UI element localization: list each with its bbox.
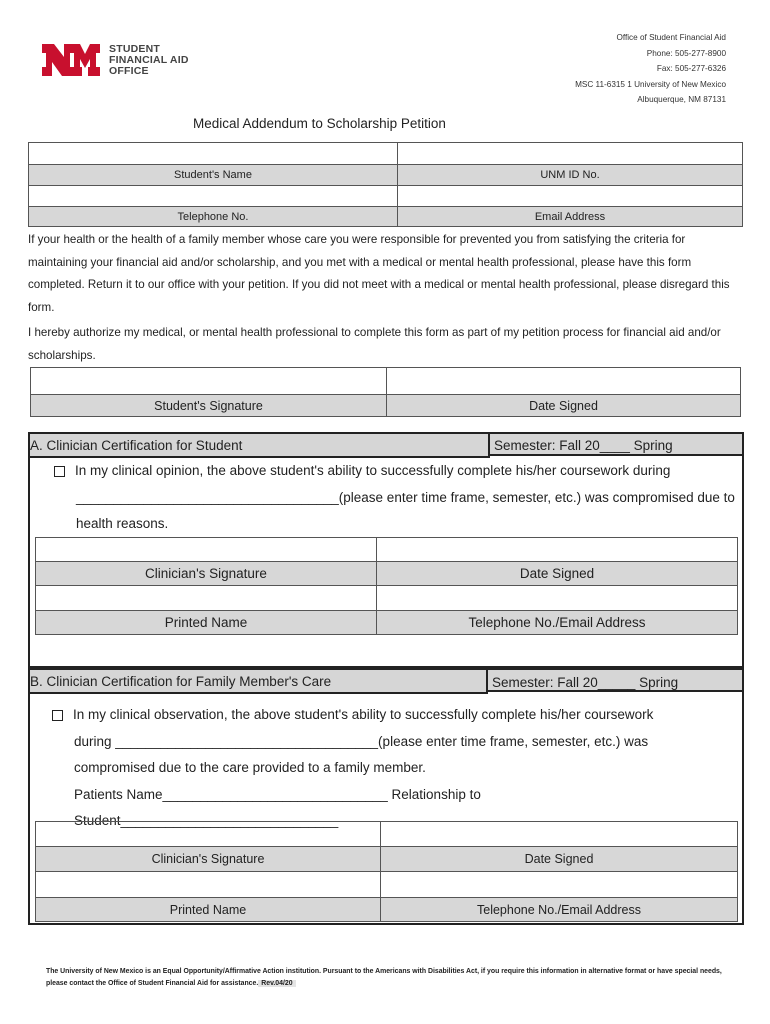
section-a-line2: ___________________________________(please enter time frame, semester, etc.) was compromised due to	[76, 489, 735, 505]
section-b-semester: Semester: Fall 20_____ Spring	[488, 670, 742, 692]
section-b-printed-label: Printed Name	[36, 898, 381, 922]
section-a-heading: A. Clinician Certification for Student	[30, 434, 490, 458]
section-b-contact-field[interactable]	[381, 872, 738, 898]
section-b-signature-table	[35, 821, 738, 922]
section-a-signature-label: Clinician's Signature	[36, 562, 377, 586]
footer-disclaimer	[46, 966, 736, 990]
authorization-paragraph: I hereby authorize my medical, or mental health professional to complete this form as part of my petition process for financial aid and/or scholarships.	[28, 326, 721, 362]
student-name-label: Student's Name	[29, 165, 398, 186]
unm-logo	[40, 40, 210, 82]
section-a-line1: In my clinical opinion, the above student's ability to successfully complete his/her coursework during	[75, 463, 671, 478]
student-signature-field[interactable]	[31, 368, 387, 395]
unm-id-field[interactable]	[398, 143, 743, 165]
student-info-table	[28, 142, 743, 227]
student-signature-table	[30, 367, 741, 417]
section-b-line1: In my clinical observation, the above student's ability to successfully complete his/her coursework	[73, 707, 654, 722]
section-a	[28, 432, 744, 668]
section-b-contact-label: Telephone No./Email Address	[381, 898, 738, 922]
form-title: Medical Addendum to Scholarship Petition	[193, 116, 446, 131]
intro-paragraph: If your health or the health of a family member whose care you were responsible for prevented you from satisfying the criteria for maintaining your financial aid and/or scholarship, and you met with a medical or mental health professional, please have this form completed. Return it to our office with your petition. If you did not meet with a medical or mental health professional, please disregard this form.	[28, 233, 730, 314]
email-label: Email Address	[398, 207, 743, 227]
section-b-checkbox[interactable]	[52, 710, 63, 721]
section-a-printed-label: Printed Name	[36, 611, 377, 635]
section-a-signature-field[interactable]	[36, 538, 377, 562]
section-b-date-label: Date Signed	[381, 847, 738, 872]
footer-text: The University of New Mexico is an Equal Opportunity/Affirmative Action institution. Pursuant to the Americans with Disabilities Act, if you require this information in alternative format or have special needs, please contact the Office of Student Financial Aid for assistance.	[46, 968, 722, 987]
section-a-date-field[interactable]	[377, 538, 738, 562]
student-date-label: Date Signed	[387, 395, 741, 417]
section-b-line2: during ___________________________________(please enter time frame, semester, etc.) was	[74, 733, 649, 749]
revision-label: Rev.04/20	[258, 980, 295, 987]
section-a-printed-field[interactable]	[36, 586, 377, 611]
email-field[interactable]	[398, 186, 743, 207]
section-a-line3: health reasons.	[76, 516, 169, 531]
section-b-printed-field[interactable]	[36, 872, 381, 898]
section-b-line3: compromised due to the care provided to a family member.	[74, 760, 426, 775]
section-b	[28, 668, 744, 925]
section-a-contact-field[interactable]	[377, 586, 738, 611]
section-a-checkbox[interactable]	[54, 466, 65, 477]
student-date-field[interactable]	[387, 368, 741, 395]
section-a-date-label: Date Signed	[377, 562, 738, 586]
telephone-label: Telephone No.	[29, 207, 398, 227]
section-a-contact-label: Telephone No./Email Address	[377, 611, 738, 635]
section-b-signature-field[interactable]	[36, 822, 381, 847]
telephone-field[interactable]	[29, 186, 398, 207]
unm-logo-mark	[40, 40, 102, 80]
section-a-signature-table	[35, 537, 738, 635]
section-a-semester: Semester: Fall 20____ Spring	[490, 434, 742, 456]
student-signature-label: Student's Signature	[31, 395, 387, 417]
office-address: Office of Student Financial Aid Phone: 505-277-8900 Fax: 505-277-6326 MSC 11-6315 1 University of New Mexico Albuquerque, NM 87131	[575, 33, 726, 104]
section-b-signature-label: Clinician's Signature	[36, 847, 381, 872]
logo-wordmark: STUDENT FINANCIAL AID OFFICE	[109, 43, 189, 77]
section-b-line4: Patients Name______________________________ Relationship to Student_____________________________	[74, 786, 481, 828]
student-name-field[interactable]	[29, 143, 398, 165]
section-b-date-field[interactable]	[381, 822, 738, 847]
section-b-heading: B. Clinician Certification for Family Member's Care	[30, 670, 488, 694]
unm-id-label: UNM ID No.	[398, 165, 743, 186]
